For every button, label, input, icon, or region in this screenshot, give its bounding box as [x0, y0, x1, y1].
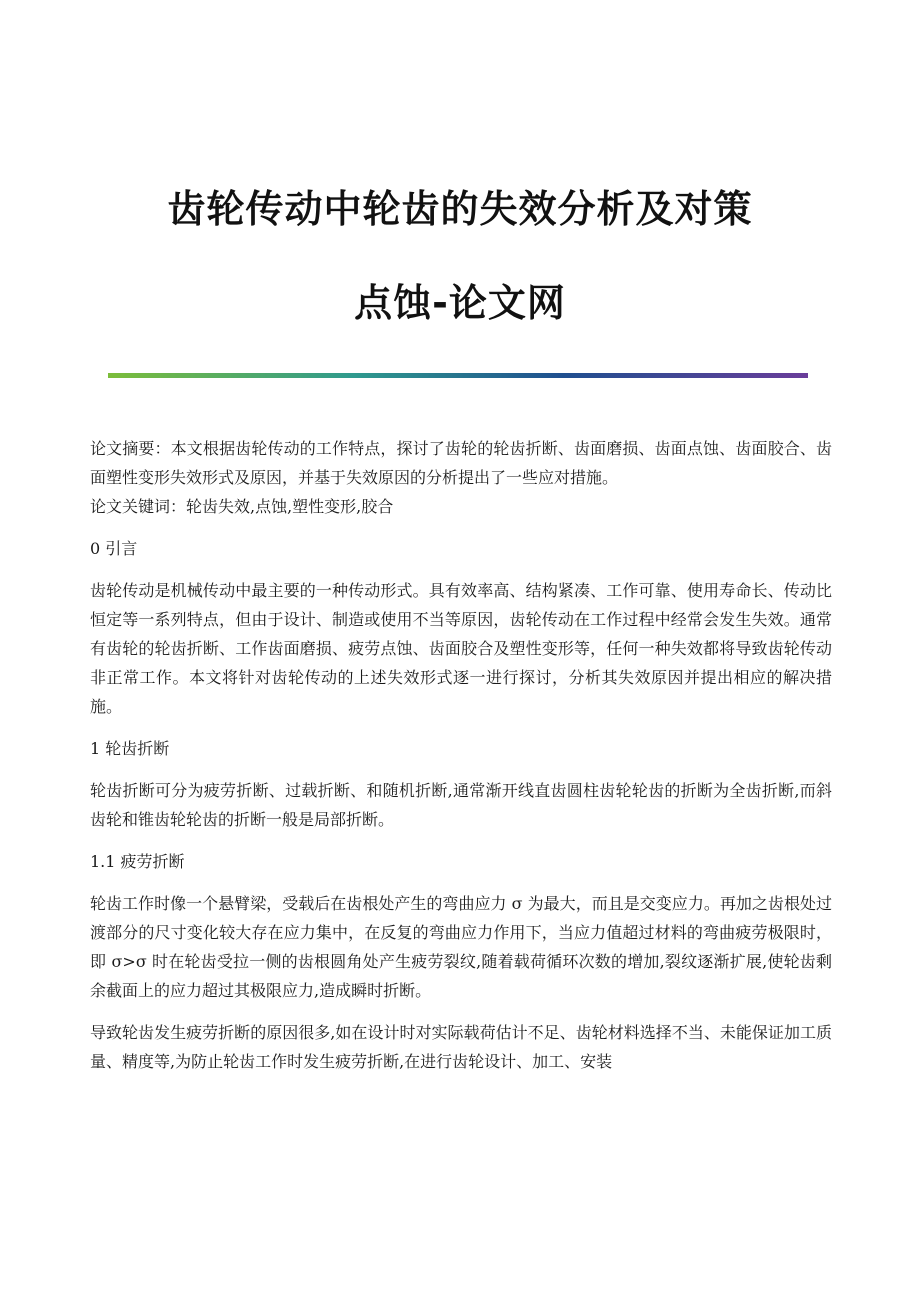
body-paragraph: 轮齿工作时像一个悬臂梁，受载后在齿根处产生的弯曲应力 σ 为最大，而且是交变应力。再加之齿根处过渡部分的尺寸变化较大存在应力集中，在反复的弯曲应力作用下，当应力值超过材料的弯曲疲劳极限时，即 σ>σ 时在轮齿受拉一侧的齿根圆角处产生疲劳裂纹,随着载荷循环次数的增加,裂纹逐渐扩展,使轮齿剩余截面上的应力超过其极限应力,造成瞬时折断。 — [90, 894, 832, 1000]
body-paragraph: 轮齿折断可分为疲劳折断、过载折断、和随机折断,通常渐开线直齿圆柱齿轮轮齿的折断为全齿折断,而斜齿轮和锥齿轮轮齿的折断一般是局部折断。 — [90, 781, 832, 829]
document-title-line-1: 齿轮传动中轮齿的失效分析及对策 — [167, 187, 753, 231]
section-heading-introduction: 0 引言 — [90, 539, 138, 558]
document-body — [90, 434, 832, 1076]
section-heading-fatigue-breakage: 1.1 疲劳折断 — [90, 852, 185, 871]
section-heading-tooth-breakage: 1 轮齿折断 — [90, 739, 170, 758]
keywords-line: 论文关键词：轮齿失效,点蚀,塑性变形,胶合 — [90, 497, 394, 516]
abstract-paragraph: 论文摘要：本文根据齿轮传动的工作特点，探讨了齿轮的轮齿折断、齿面磨损、齿面点蚀、齿面胶合、齿面塑性变形失效形式及原因，并基于失效原因的分析提出了一些应对措施。 — [90, 439, 832, 487]
title-divider-rule — [108, 373, 808, 378]
body-paragraph: 齿轮传动是机械传动中最主要的一种传动形式。具有效率高、结构紧凑、工作可靠、使用寿命长、传动比恒定等一系列特点，但由于设计、制造或使用不当等原因，齿轮传动在工作过程中经常会发生失效。通常有齿轮的轮齿折断、工作齿面磨损、疲劳点蚀、齿面胶合及塑性变形等，任何一种失效都将导致齿轮传动非正常工作。本文将针对齿轮传动的上述失效形式逐一进行探讨，分析其失效原因并提出相应的解决措施。 — [90, 581, 832, 716]
document-title-line-2: 点蚀-论文网 — [354, 281, 566, 325]
body-paragraph: 导致轮齿发生疲劳折断的原因很多,如在设计时对实际载荷估计不足、齿轮材料选择不当、未能保证加工质量、精度等,为防止轮齿工作时发生疲劳折断,在进行齿轮设计、加工、安装 — [90, 1023, 832, 1071]
